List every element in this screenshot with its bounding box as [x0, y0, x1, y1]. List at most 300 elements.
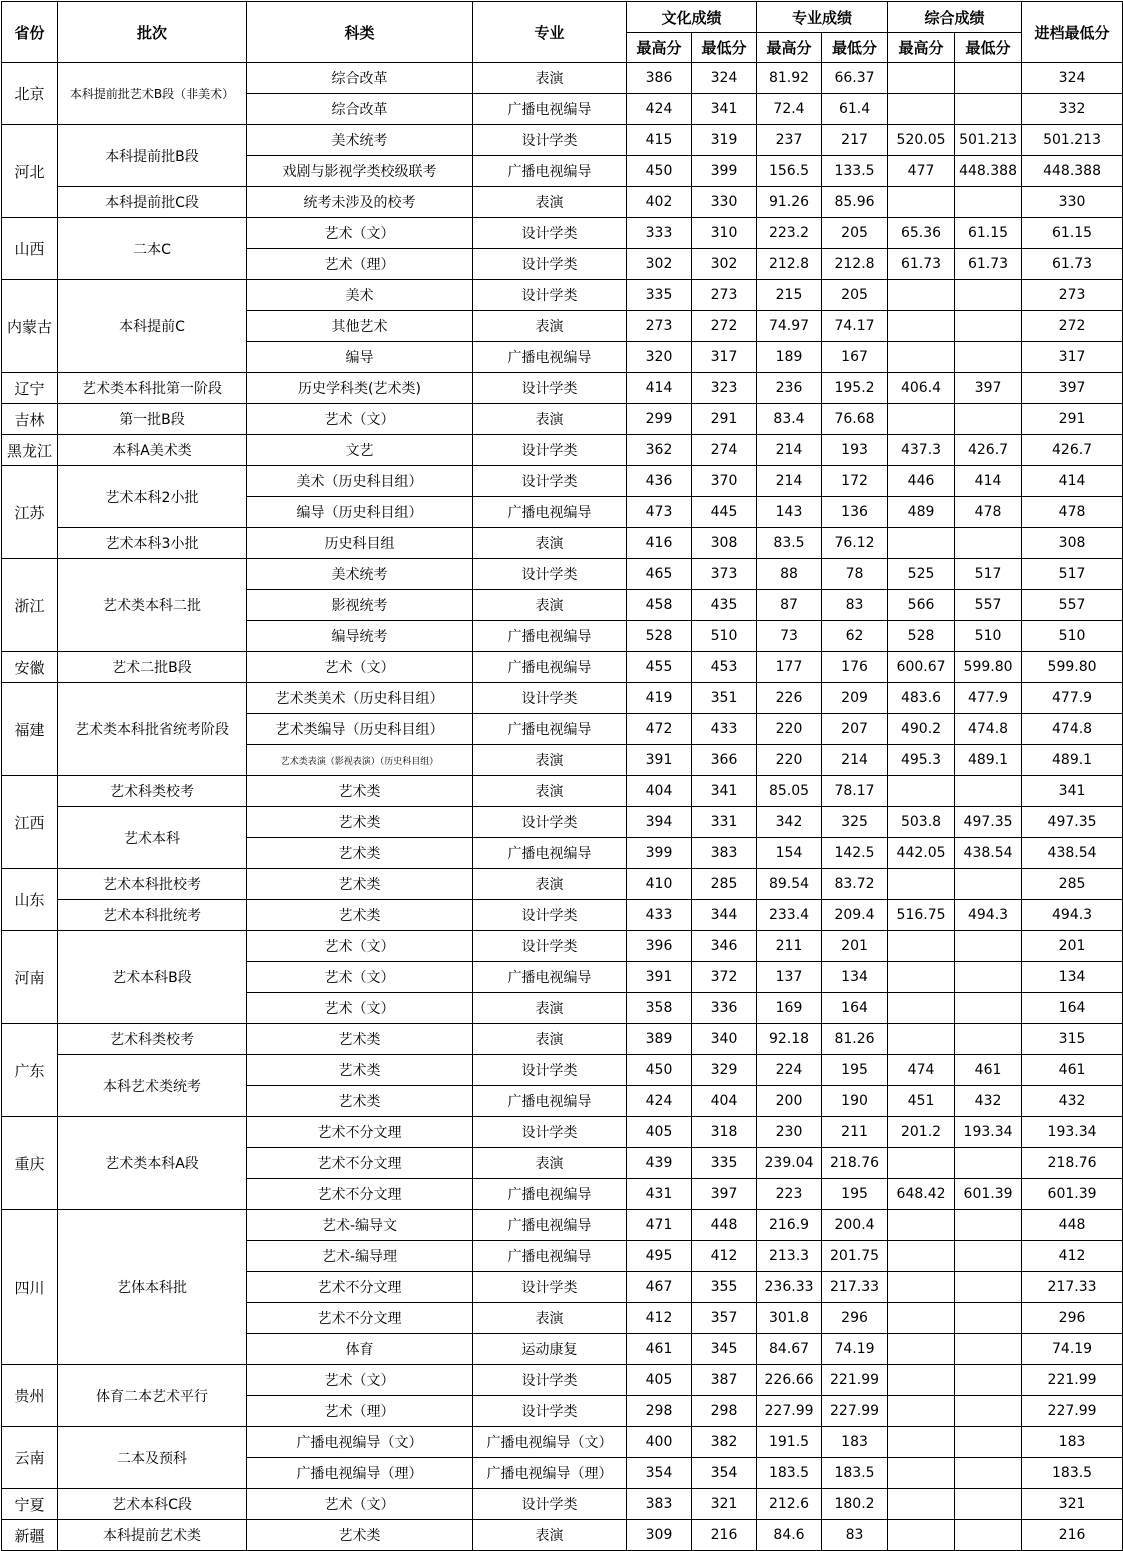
category-cell: 广播电视编导（文） — [247, 1427, 473, 1458]
table-row — [2, 373, 1123, 404]
category-cell: 历史科目组 — [247, 528, 473, 559]
culture-max-cell: 416 — [627, 528, 692, 559]
culture-max-cell: 436 — [627, 466, 692, 497]
professional-min-cell: 200.4 — [822, 1210, 888, 1241]
professional-min-cell: 176 — [822, 652, 888, 683]
culture-min-cell: 412 — [692, 1241, 757, 1272]
culture-min-cell: 399 — [692, 156, 757, 187]
category-cell: 统考未涉及的校考 — [247, 187, 473, 218]
culture-min-cell: 345 — [692, 1334, 757, 1365]
province-cell: 山西 — [2, 218, 58, 280]
category-cell: 艺术（理） — [247, 1396, 473, 1427]
composite-max-cell: 566 — [888, 590, 955, 621]
professional-min-cell: 193 — [822, 435, 888, 466]
composite-max-cell: 442.05 — [888, 838, 955, 869]
culture-min-cell: 445 — [692, 497, 757, 528]
province-cell: 云南 — [2, 1427, 58, 1489]
composite-max-cell: 495.3 — [888, 745, 955, 776]
table-row — [2, 404, 1123, 435]
province-cell: 山东 — [2, 869, 58, 931]
category-cell: 艺术（文） — [247, 652, 473, 683]
batch-cell: 艺术本科C段 — [58, 1489, 247, 1520]
category-cell: 历史学科类(艺术类) — [247, 373, 473, 404]
admission-min-cell: 489.1 — [1022, 745, 1123, 776]
composite-min-cell: 193.34 — [955, 1117, 1022, 1148]
category-cell: 体育 — [247, 1334, 473, 1365]
batch-cell: 体育二本艺术平行 — [58, 1365, 247, 1427]
professional-min-cell: 209.4 — [822, 900, 888, 931]
professional-min-cell: 81.26 — [822, 1024, 888, 1055]
admission-min-cell: 557 — [1022, 590, 1123, 621]
culture-min-cell: 397 — [692, 1179, 757, 1210]
culture-min-cell: 318 — [692, 1117, 757, 1148]
professional-min-cell: 66.37 — [822, 63, 888, 94]
professional-max-cell: 177 — [757, 652, 822, 683]
category-cell: 艺术类编导（历史科目组） — [247, 714, 473, 745]
batch-cell: 艺术二批B段 — [58, 652, 247, 683]
composite-min-cell — [955, 94, 1022, 125]
composite-min-cell: 557 — [955, 590, 1022, 621]
major-cell: 设计学类 — [473, 807, 627, 838]
professional-max-cell: 92.18 — [757, 1024, 822, 1055]
admission-min-cell: 414 — [1022, 466, 1123, 497]
category-cell: 艺术（文） — [247, 931, 473, 962]
professional-max-cell: 183.5 — [757, 1458, 822, 1489]
composite-min-cell: 426.7 — [955, 435, 1022, 466]
admission-min-cell: 601.39 — [1022, 1179, 1123, 1210]
table-row — [2, 218, 1123, 249]
category-cell: 艺术类 — [247, 1055, 473, 1086]
professional-max-cell: 156.5 — [757, 156, 822, 187]
culture-max-cell: 299 — [627, 404, 692, 435]
composite-max-cell: 600.67 — [888, 652, 955, 683]
admission-min-cell: 412 — [1022, 1241, 1123, 1272]
professional-min-cell: 62 — [822, 621, 888, 652]
professional-min-cell: 183.5 — [822, 1458, 888, 1489]
professional-min-cell: 209 — [822, 683, 888, 714]
admission-min-cell: 461 — [1022, 1055, 1123, 1086]
header-batch: 批次 — [58, 2, 247, 63]
composite-max-cell: 451 — [888, 1086, 955, 1117]
category-cell: 文艺 — [247, 435, 473, 466]
composite-max-cell: 474 — [888, 1055, 955, 1086]
professional-min-cell: 61.4 — [822, 94, 888, 125]
major-cell: 表演 — [473, 1148, 627, 1179]
culture-max-cell: 472 — [627, 714, 692, 745]
professional-max-cell: 216.9 — [757, 1210, 822, 1241]
professional-min-cell: 212.8 — [822, 249, 888, 280]
table-row — [2, 125, 1123, 156]
composite-max-cell — [888, 404, 955, 435]
admission-min-cell: 510 — [1022, 621, 1123, 652]
province-cell: 浙江 — [2, 559, 58, 652]
major-cell: 表演 — [473, 404, 627, 435]
professional-max-cell: 215 — [757, 280, 822, 311]
composite-min-cell — [955, 1303, 1022, 1334]
culture-min-cell: 310 — [692, 218, 757, 249]
composite-max-cell — [888, 1303, 955, 1334]
admission-min-cell: 221.99 — [1022, 1365, 1123, 1396]
table-row — [2, 776, 1123, 807]
culture-max-cell: 412 — [627, 1303, 692, 1334]
professional-min-cell: 214 — [822, 745, 888, 776]
professional-min-cell: 142.5 — [822, 838, 888, 869]
culture-max-cell: 391 — [627, 962, 692, 993]
category-cell: 艺术类 — [247, 900, 473, 931]
professional-max-cell: 84.6 — [757, 1520, 822, 1551]
composite-min-cell: 501.213 — [955, 125, 1022, 156]
culture-min-cell: 216 — [692, 1520, 757, 1551]
batch-cell: 艺术本科3小批 — [58, 528, 247, 559]
composite-min-cell — [955, 931, 1022, 962]
culture-max-cell: 450 — [627, 1055, 692, 1086]
major-cell: 广播电视编导 — [473, 497, 627, 528]
composite-max-cell — [888, 311, 955, 342]
culture-max-cell: 410 — [627, 869, 692, 900]
composite-min-cell: 494.3 — [955, 900, 1022, 931]
culture-max-cell: 333 — [627, 218, 692, 249]
professional-max-cell: 233.4 — [757, 900, 822, 931]
major-cell: 设计学类 — [473, 900, 627, 931]
professional-max-cell: 83.4 — [757, 404, 822, 435]
admission-min-cell: 272 — [1022, 311, 1123, 342]
category-cell: 艺术类 — [247, 838, 473, 869]
culture-min-cell: 329 — [692, 1055, 757, 1086]
admission-min-cell: 477.9 — [1022, 683, 1123, 714]
category-cell: 广播电视编导（理） — [247, 1458, 473, 1489]
composite-max-cell — [888, 962, 955, 993]
category-cell: 编导 — [247, 342, 473, 373]
admission-min-cell: 494.3 — [1022, 900, 1123, 931]
major-cell: 广播电视编导（理） — [473, 1458, 627, 1489]
admission-min-cell: 321 — [1022, 1489, 1123, 1520]
composite-max-cell — [888, 776, 955, 807]
culture-min-cell: 383 — [692, 838, 757, 869]
composite-min-cell: 432 — [955, 1086, 1022, 1117]
professional-min-cell: 205 — [822, 280, 888, 311]
category-cell: 美术（历史科目组） — [247, 466, 473, 497]
category-cell: 美术 — [247, 280, 473, 311]
table-row — [2, 1520, 1123, 1551]
major-cell: 广播电视编导（文） — [473, 1427, 627, 1458]
culture-min-cell: 448 — [692, 1210, 757, 1241]
culture-max-cell: 302 — [627, 249, 692, 280]
composite-min-cell: 478 — [955, 497, 1022, 528]
professional-min-cell: 74.17 — [822, 311, 888, 342]
header-professional-score: 专业成绩 — [757, 2, 888, 33]
major-cell: 表演 — [473, 63, 627, 94]
batch-cell: 本科提前批艺术B段（非美术） — [58, 63, 247, 125]
major-cell: 表演 — [473, 993, 627, 1024]
category-cell: 其他艺术 — [247, 311, 473, 342]
composite-min-cell: 474.8 — [955, 714, 1022, 745]
admission-min-cell: 296 — [1022, 1303, 1123, 1334]
major-cell: 广播电视编导 — [473, 714, 627, 745]
culture-max-cell: 424 — [627, 94, 692, 125]
professional-min-cell: 217 — [822, 125, 888, 156]
culture-max-cell: 465 — [627, 559, 692, 590]
professional-min-cell: 164 — [822, 993, 888, 1024]
major-cell: 广播电视编导 — [473, 838, 627, 869]
table-row — [2, 869, 1123, 900]
professional-max-cell: 220 — [757, 745, 822, 776]
professional-min-cell: 78.17 — [822, 776, 888, 807]
professional-min-cell: 183 — [822, 1427, 888, 1458]
composite-min-cell: 397 — [955, 373, 1022, 404]
admission-min-cell: 183 — [1022, 1427, 1123, 1458]
culture-max-cell: 405 — [627, 1365, 692, 1396]
category-cell: 美术统考 — [247, 559, 473, 590]
composite-min-cell — [955, 528, 1022, 559]
culture-max-cell: 431 — [627, 1179, 692, 1210]
composite-max-cell — [888, 1024, 955, 1055]
major-cell: 运动康复 — [473, 1334, 627, 1365]
culture-min-cell: 382 — [692, 1427, 757, 1458]
professional-min-cell: 134 — [822, 962, 888, 993]
major-cell: 表演 — [473, 1024, 627, 1055]
batch-cell: 艺术类本科A段 — [58, 1117, 247, 1210]
composite-min-cell: 601.39 — [955, 1179, 1022, 1210]
professional-min-cell: 83 — [822, 590, 888, 621]
professional-min-cell: 83.72 — [822, 869, 888, 900]
major-cell: 设计学类 — [473, 435, 627, 466]
table-body — [2, 63, 1123, 1551]
batch-cell: 本科提前艺术类 — [58, 1520, 247, 1551]
composite-min-cell: 448.388 — [955, 156, 1022, 187]
culture-min-cell: 324 — [692, 63, 757, 94]
composite-min-cell — [955, 404, 1022, 435]
professional-max-cell: 81.92 — [757, 63, 822, 94]
composite-min-cell — [955, 962, 1022, 993]
culture-min-cell: 340 — [692, 1024, 757, 1055]
composite-min-cell — [955, 342, 1022, 373]
composite-min-cell — [955, 1520, 1022, 1551]
table-row — [2, 652, 1123, 683]
composite-max-cell — [888, 1148, 955, 1179]
major-cell: 表演 — [473, 1520, 627, 1551]
professional-max-cell: 72.4 — [757, 94, 822, 125]
batch-cell: 艺术类本科二批 — [58, 559, 247, 652]
professional-max-cell: 85.05 — [757, 776, 822, 807]
composite-min-cell — [955, 993, 1022, 1024]
professional-max-cell: 143 — [757, 497, 822, 528]
composite-min-cell: 497.35 — [955, 807, 1022, 838]
province-cell: 贵州 — [2, 1365, 58, 1427]
culture-max-cell: 404 — [627, 776, 692, 807]
province-cell: 安徽 — [2, 652, 58, 683]
culture-max-cell: 309 — [627, 1520, 692, 1551]
major-cell: 表演 — [473, 528, 627, 559]
culture-min-cell: 510 — [692, 621, 757, 652]
composite-min-cell: 477.9 — [955, 683, 1022, 714]
admission-min-cell: 217.33 — [1022, 1272, 1123, 1303]
major-cell: 广播电视编导 — [473, 621, 627, 652]
culture-min-cell: 433 — [692, 714, 757, 745]
batch-cell: 本科提前C — [58, 280, 247, 373]
professional-min-cell: 78 — [822, 559, 888, 590]
category-cell: 综合改革 — [247, 94, 473, 125]
culture-min-cell: 357 — [692, 1303, 757, 1334]
category-cell: 艺术类 — [247, 1520, 473, 1551]
major-cell: 设计学类 — [473, 931, 627, 962]
culture-max-cell: 495 — [627, 1241, 692, 1272]
composite-max-cell: 648.42 — [888, 1179, 955, 1210]
professional-max-cell: 191.5 — [757, 1427, 822, 1458]
culture-min-cell: 370 — [692, 466, 757, 497]
header-admission-min: 进档最低分 — [1022, 2, 1123, 63]
admission-min-cell: 432 — [1022, 1086, 1123, 1117]
culture-min-cell: 331 — [692, 807, 757, 838]
culture-min-cell: 274 — [692, 435, 757, 466]
category-cell: 艺术不分文理 — [247, 1179, 473, 1210]
table-row — [2, 559, 1123, 590]
culture-min-cell: 453 — [692, 652, 757, 683]
category-cell: 艺术（文） — [247, 1489, 473, 1520]
major-cell: 表演 — [473, 776, 627, 807]
table-row — [2, 1055, 1123, 1086]
composite-min-cell — [955, 280, 1022, 311]
composite-max-cell: 437.3 — [888, 435, 955, 466]
major-cell: 设计学类 — [473, 280, 627, 311]
major-cell: 表演 — [473, 311, 627, 342]
major-cell: 广播电视编导 — [473, 1241, 627, 1272]
category-cell: 艺术（理） — [247, 249, 473, 280]
professional-max-cell: 220 — [757, 714, 822, 745]
admission-min-cell: 74.19 — [1022, 1334, 1123, 1365]
admission-min-cell: 61.73 — [1022, 249, 1123, 280]
professional-max-cell: 89.54 — [757, 869, 822, 900]
culture-max-cell: 354 — [627, 1458, 692, 1489]
professional-max-cell: 226 — [757, 683, 822, 714]
major-cell: 广播电视编导 — [473, 652, 627, 683]
professional-min-cell: 227.99 — [822, 1396, 888, 1427]
composite-min-cell: 461 — [955, 1055, 1022, 1086]
culture-min-cell: 335 — [692, 1148, 757, 1179]
composite-max-cell: 516.75 — [888, 900, 955, 931]
province-cell: 江西 — [2, 776, 58, 869]
admission-min-cell: 474.8 — [1022, 714, 1123, 745]
composite-max-cell: 61.73 — [888, 249, 955, 280]
admission-min-cell: 291 — [1022, 404, 1123, 435]
category-cell: 综合改革 — [247, 63, 473, 94]
culture-min-cell: 336 — [692, 993, 757, 1024]
composite-max-cell — [888, 528, 955, 559]
table-row — [2, 807, 1123, 838]
composite-min-cell — [955, 1489, 1022, 1520]
composite-min-cell — [955, 1458, 1022, 1489]
province-cell: 新疆 — [2, 1520, 58, 1551]
province-cell: 河北 — [2, 125, 58, 218]
header-professional-max: 最高分 — [757, 33, 822, 63]
admission-min-cell: 315 — [1022, 1024, 1123, 1055]
professional-min-cell: 83 — [822, 1520, 888, 1551]
composite-min-cell: 599.80 — [955, 652, 1022, 683]
professional-max-cell: 154 — [757, 838, 822, 869]
header-professional-min: 最低分 — [822, 33, 888, 63]
composite-max-cell — [888, 1210, 955, 1241]
professional-max-cell: 237 — [757, 125, 822, 156]
table-row — [2, 466, 1123, 497]
admission-min-cell: 478 — [1022, 497, 1123, 528]
composite-max-cell — [888, 1334, 955, 1365]
culture-max-cell: 528 — [627, 621, 692, 652]
admission-min-cell: 448 — [1022, 1210, 1123, 1241]
header-category: 科类 — [247, 2, 473, 63]
culture-min-cell: 404 — [692, 1086, 757, 1117]
major-cell: 设计学类 — [473, 466, 627, 497]
composite-min-cell — [955, 776, 1022, 807]
category-cell: 艺术-编导文 — [247, 1210, 473, 1241]
professional-max-cell: 301.8 — [757, 1303, 822, 1334]
composite-max-cell — [888, 1520, 955, 1551]
culture-min-cell: 355 — [692, 1272, 757, 1303]
category-cell: 艺术（文） — [247, 993, 473, 1024]
culture-min-cell: 291 — [692, 404, 757, 435]
header-culture-min: 最低分 — [692, 33, 757, 63]
culture-max-cell: 320 — [627, 342, 692, 373]
composite-max-cell — [888, 1489, 955, 1520]
admission-min-cell: 341 — [1022, 776, 1123, 807]
culture-max-cell: 383 — [627, 1489, 692, 1520]
composite-min-cell — [955, 1427, 1022, 1458]
culture-max-cell: 461 — [627, 1334, 692, 1365]
admission-min-cell: 183.5 — [1022, 1458, 1123, 1489]
table-row — [2, 931, 1123, 962]
professional-min-cell: 325 — [822, 807, 888, 838]
table-row — [2, 1210, 1123, 1241]
professional-max-cell: 214 — [757, 466, 822, 497]
composite-max-cell: 483.6 — [888, 683, 955, 714]
admission-min-cell: 501.213 — [1022, 125, 1123, 156]
culture-max-cell: 335 — [627, 280, 692, 311]
header-composite-min: 最低分 — [955, 33, 1022, 63]
culture-min-cell: 323 — [692, 373, 757, 404]
category-cell: 艺术不分文理 — [247, 1148, 473, 1179]
admission-min-cell: 599.80 — [1022, 652, 1123, 683]
admission-min-cell: 438.54 — [1022, 838, 1123, 869]
composite-max-cell — [888, 280, 955, 311]
province-cell: 宁夏 — [2, 1489, 58, 1520]
province-cell: 福建 — [2, 683, 58, 776]
professional-min-cell: 85.96 — [822, 187, 888, 218]
major-cell: 广播电视编导 — [473, 1086, 627, 1117]
province-cell: 重庆 — [2, 1117, 58, 1210]
admission-min-cell: 201 — [1022, 931, 1123, 962]
province-cell: 广东 — [2, 1024, 58, 1117]
header-major: 专业 — [473, 2, 627, 63]
culture-max-cell: 386 — [627, 63, 692, 94]
major-cell: 广播电视编导 — [473, 156, 627, 187]
professional-max-cell: 137 — [757, 962, 822, 993]
category-cell: 艺术（文） — [247, 962, 473, 993]
major-cell: 设计学类 — [473, 1365, 627, 1396]
culture-min-cell: 351 — [692, 683, 757, 714]
category-cell: 戏剧与影视学类校级联考 — [247, 156, 473, 187]
batch-cell: 本科提前批B段 — [58, 125, 247, 187]
header-culture-score: 文化成绩 — [627, 2, 757, 33]
culture-min-cell: 317 — [692, 342, 757, 373]
composite-min-cell — [955, 1241, 1022, 1272]
professional-min-cell: 195 — [822, 1179, 888, 1210]
culture-min-cell: 302 — [692, 249, 757, 280]
major-cell: 表演 — [473, 745, 627, 776]
culture-min-cell: 285 — [692, 869, 757, 900]
professional-min-cell: 133.5 — [822, 156, 888, 187]
major-cell: 表演 — [473, 187, 627, 218]
professional-max-cell: 88 — [757, 559, 822, 590]
province-cell: 内蒙古 — [2, 280, 58, 373]
table-row — [2, 435, 1123, 466]
